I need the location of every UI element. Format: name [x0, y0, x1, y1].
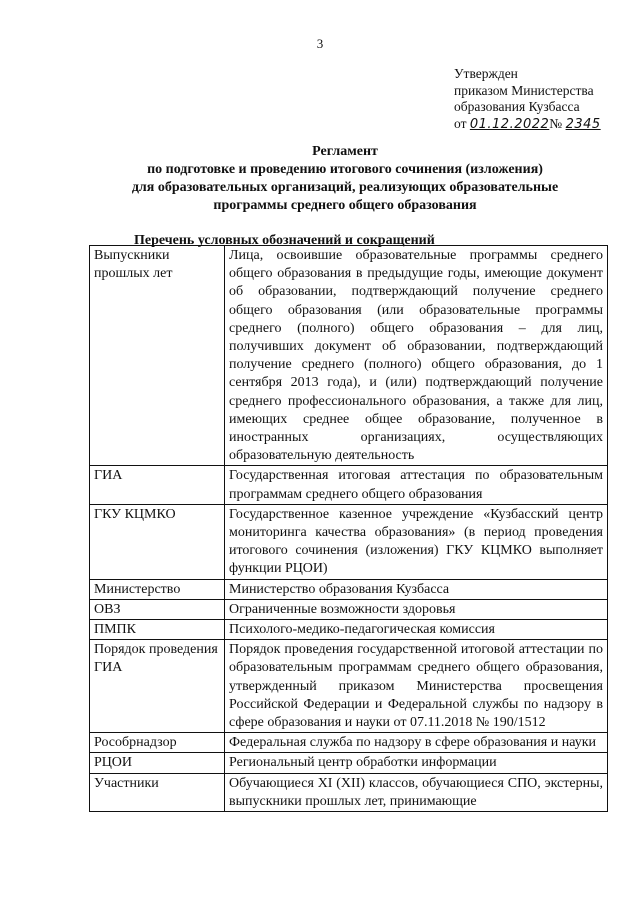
abbr-definition: Обучающиеся XI (XII) классов, обучающиеся СПО, экстерны, выпускники прошлых лет, принимающие [225, 773, 608, 811]
abbr-definition: Региональный центр обработки информации [225, 753, 608, 773]
title-line: Регламент [312, 144, 378, 159]
title-line: по подготовке и проведению итогового сочинения (изложения) [147, 162, 543, 177]
abbr-term: Порядок проведения ГИА [90, 640, 225, 733]
title-line: программы среднего общего образования [213, 198, 477, 213]
abbr-definition: Ограниченные возможности здоровья [225, 599, 608, 619]
abbr-definition: Министерство образования Кузбасса [225, 579, 608, 599]
abbreviations-table [89, 245, 608, 812]
title-line: для образовательных организаций, реализующих образовательные [131, 180, 559, 195]
abbr-definition: Психолого-медико-педагогическая комиссия [225, 620, 608, 640]
table-row [90, 599, 608, 619]
abbr-definition: Государственная итоговая аттестация по образовательным программам среднего общего образования [225, 466, 608, 504]
abbr-definition: Федеральная служба по надзору в сфере образования и науки [225, 733, 608, 753]
table-row [90, 466, 608, 504]
page-number: 3 [316, 36, 324, 51]
abbr-term: ОВЗ [90, 599, 225, 619]
approval-line: Утвержден [454, 66, 518, 81]
table-row [90, 504, 608, 579]
abbreviations-heading: Перечень условных обозначений и сокращений [134, 233, 435, 248]
abbr-definition: Порядок проведения государственной итоговой аттестации по образовательным программам среднего общего образования, утвержденный приказом Министерства просвещения Российской Федерации и Федеральной службы по надзору в сфере образования и науки от 07.11.2018 № 190/1512 [225, 640, 608, 733]
abbr-term: Участники [90, 773, 225, 811]
handwritten-number: 2345 [565, 116, 601, 132]
abbr-term: РЦОИ [90, 753, 225, 773]
document-title [70, 143, 620, 215]
table-row [90, 753, 608, 773]
approval-line: приказом Министерства [454, 82, 594, 98]
table-row [90, 640, 608, 733]
approval-line: образования Кузбасса [454, 99, 580, 114]
abbr-term: Рособрнадзор [90, 733, 225, 753]
abbr-term: Выпускники прошлых лет [90, 246, 225, 466]
table-row [90, 579, 608, 599]
abbr-term: ГИА [90, 466, 225, 504]
table-row [90, 773, 608, 811]
date-prefix: от [454, 115, 467, 131]
table-row [90, 246, 608, 466]
table-row [90, 620, 608, 640]
abbr-term: ПМПК [90, 620, 225, 640]
abbr-term: Министерство [90, 579, 225, 599]
number-sign: № [549, 115, 563, 131]
approval-stamp [454, 66, 634, 133]
abbr-term: ГКУ КЦМКО [90, 504, 225, 579]
abbr-definition: Лица, освоившие образовательные программы среднего общего образования в предыдущие годы, имеющие документ об образовании, подтверждающий получение среднего общего образования (или образовательные программы среднего (полного) общего образования – для лиц, получивших документ об образовании, подтверждающий получение среднего (полного) общего образования, до 1 сентября 2013 года), и (или) подтверждающий получение среднего профессионального образования, а также для лиц, имеющих среднее общее образование, полученное в иностранных организациях, осуществляющих образовательную деятельность [225, 246, 608, 466]
abbr-definition: Государственное казенное учреждение «Кузбасский центр мониторинга качества образования» (в период проведения итогового сочинения (изложения) ГКУ КЦМКО выполняет функции РЦОИ) [225, 504, 608, 579]
approval-date-line [454, 116, 634, 134]
table-row [90, 733, 608, 753]
handwritten-date: 01.12.2022 [469, 116, 550, 132]
